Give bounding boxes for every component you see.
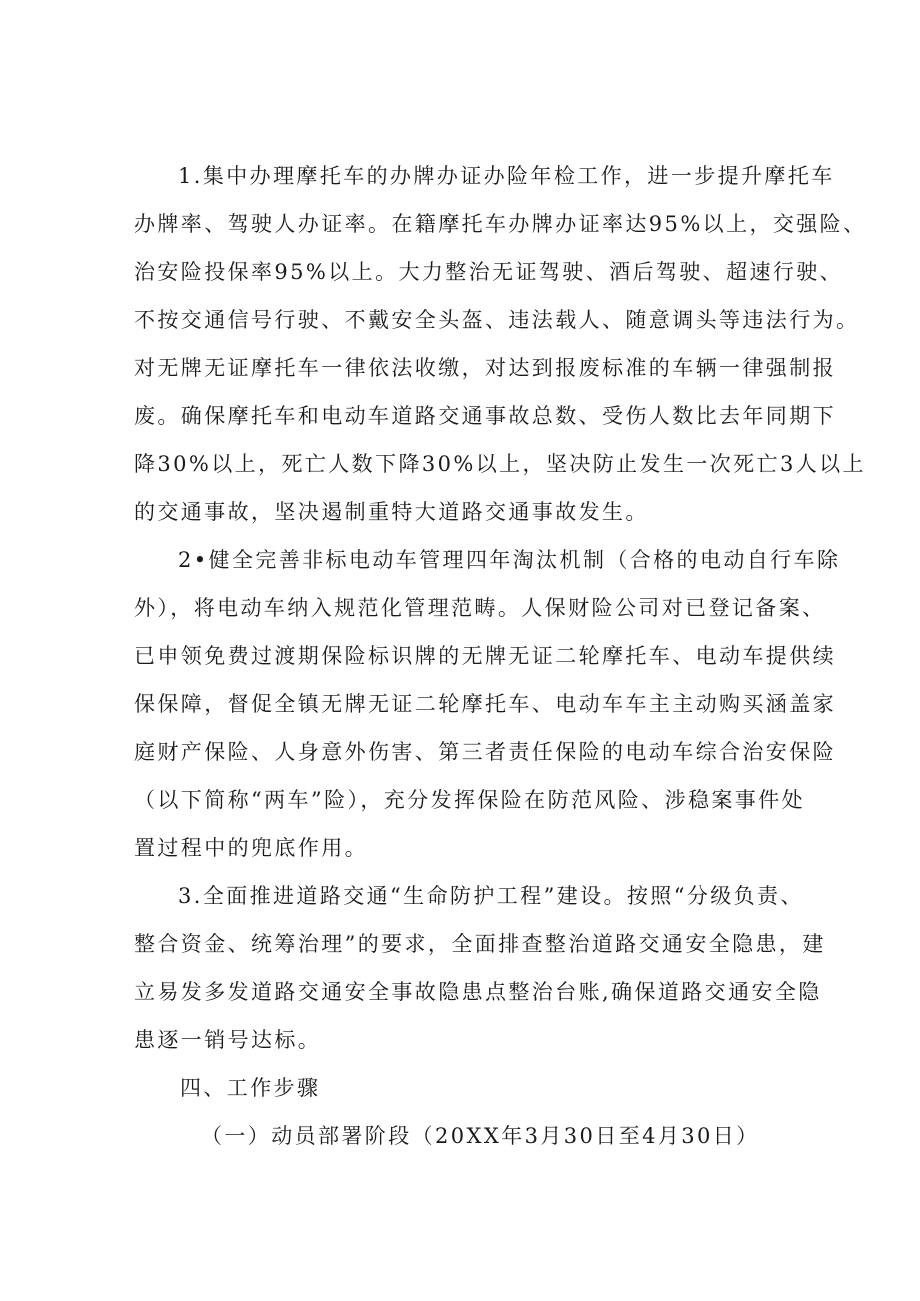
paragraph-line: 庭财产保险、人身意外伤害、第三者责任保险的电动车综合治安保险 — [134, 740, 836, 764]
paragraph-line: 外），将电动车纳入规范化管理范畴。人保财险公司对已登记备案、 — [134, 596, 826, 620]
paragraph-line: 治安险投保率95%以上。大力整治无证驾驶、酒后驾驶、超速行驶、 — [134, 260, 844, 284]
paragraph-line: 置过程中的兜底作用。 — [134, 836, 368, 860]
paragraph-line: 降30%以上，死亡人数下降30%以上，坚决防止发生一次死亡3人以上 — [134, 452, 866, 476]
paragraph-line: 对无牌无证摩托车一律依法收缴，对达到报废标准的车辆一律强制报 — [134, 356, 836, 380]
paragraph-line: 保保障，督促全镇无牌无证二轮摩托车、电动车车主主动购买涵盖家 — [134, 692, 836, 716]
paragraph-line: 患逐一销号达标。 — [134, 1028, 322, 1052]
paragraph-line: 办牌率、驾驶人办证率。在籍摩托车办牌办证率达95%以上，交强险、 — [134, 212, 867, 236]
paragraph-line: 立易发多发道路交通安全事故隐患点整治台账,确保道路交通安全隐 — [134, 980, 822, 1004]
paragraph-line: （以下简称“两车”险），充分发挥保险在防范风险、涉稳案事件处 — [134, 788, 805, 812]
section-heading-work-steps: 四、工作步骤 — [180, 1076, 321, 1100]
paragraph-line: 已申领免费过渡期保险标识牌的无牌无证二轮摩托车、电动车提供续 — [134, 644, 836, 668]
paragraph-line: 整合资金、统筹治理”的要求，全面排查整治道路交通安全隐患，建 — [134, 932, 826, 956]
paragraph-line: 的交通事故，坚决遏制重特大道路交通事故发生。 — [134, 500, 649, 524]
paragraph-line: 2•健全完善非标电动车管理四年淘汰机制（合格的电动自行车除 — [178, 548, 841, 572]
paragraph-line: 1.集中办理摩托车的办牌办证办险年检工作，进一步提升摩托车 — [178, 164, 835, 188]
paragraph-line: 不按交通信号行驶、不戴安全头盔、违法载人、随意调头等违法行为。 — [134, 308, 860, 332]
paragraph-line: 废。确保摩托车和电动车道路交通事故总数、受伤人数比去年同期下 — [134, 404, 836, 428]
paragraph-line: 3.全面推进道路交通“生命防护工程”建设。按照“分级负责、 — [178, 884, 804, 908]
subheading-mobilization-phase: （一）动员部署阶段（20XX年3月30日至4月30日） — [201, 1124, 760, 1148]
